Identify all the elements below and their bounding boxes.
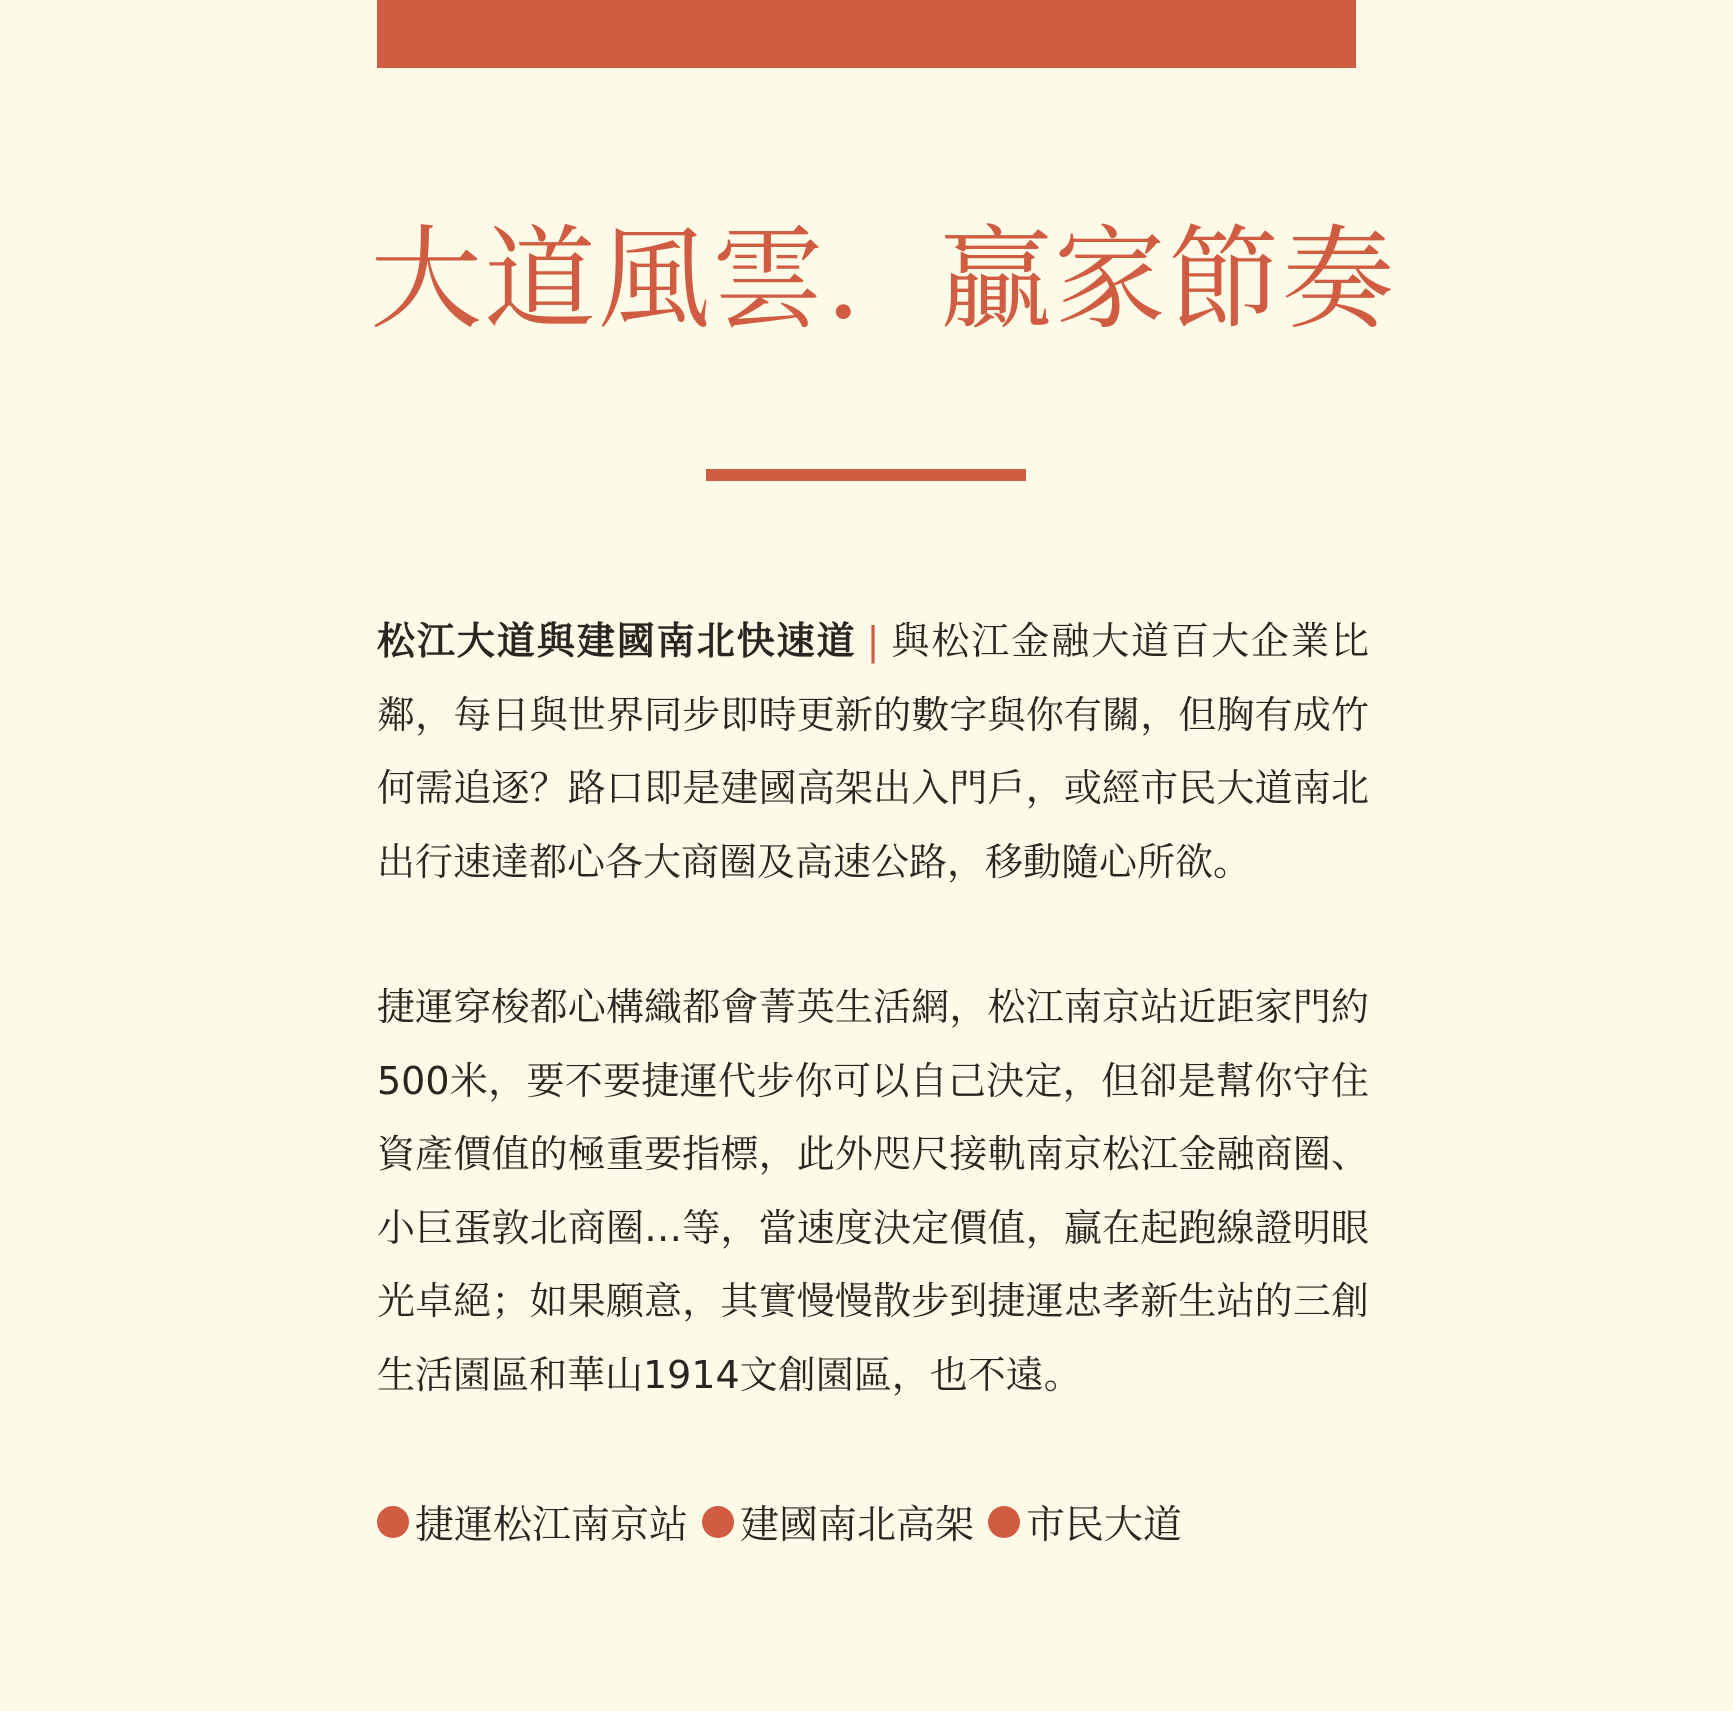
top-accent-bar [377,0,1356,68]
bullet-dot-icon [988,1506,1020,1538]
headline: 大道風雲．贏家節奏 [370,215,1396,345]
tag-elevated-road [702,1494,974,1550]
tag-mrt-station [377,1494,688,1550]
paragraph-body: 與松江金融大道百大企業比鄰，每日與世界同步即時更新的數字與你有關，但胸有成竹何需追逐？路口即是建國高架出入門戶，或經市民大道南北出行速達都心各大商圈及高速公路，移動隨心所欲。 [377,619,1369,884]
paragraph-transport-roads [377,605,1369,899]
paragraph-lead: 松江大道與建國南北快速道 [377,619,857,663]
tag-label: 市民大道 [1026,1503,1183,1548]
location-tags [377,1487,1196,1557]
paragraph-mrt: 捷運穿梭都心構織都會菁英生活網，松江南京站近距家門約500米，要不要捷運代步你可以自己決定，但卻是幫你守住資產價值的極重要指標，此外咫尺接軌南京松江金融商圈、小巨蛋敦北商圈…等，當速度決定價值，贏在起跑線證明眼光卓絕；如果願意，其實慢慢散步到捷運忠孝新生站的三創生活園區和華山1914文創園區，也不遠。 [377,985,1369,1397]
bullet-dot-icon [702,1506,734,1538]
tag-label: 捷運松江南京站 [415,1503,689,1548]
tag-civic-boulevard [988,1494,1182,1550]
tag-label: 建國南北高架 [740,1503,975,1548]
bullet-dot-icon [377,1506,409,1538]
lead-separator: | [866,619,880,663]
title-divider [706,469,1026,481]
